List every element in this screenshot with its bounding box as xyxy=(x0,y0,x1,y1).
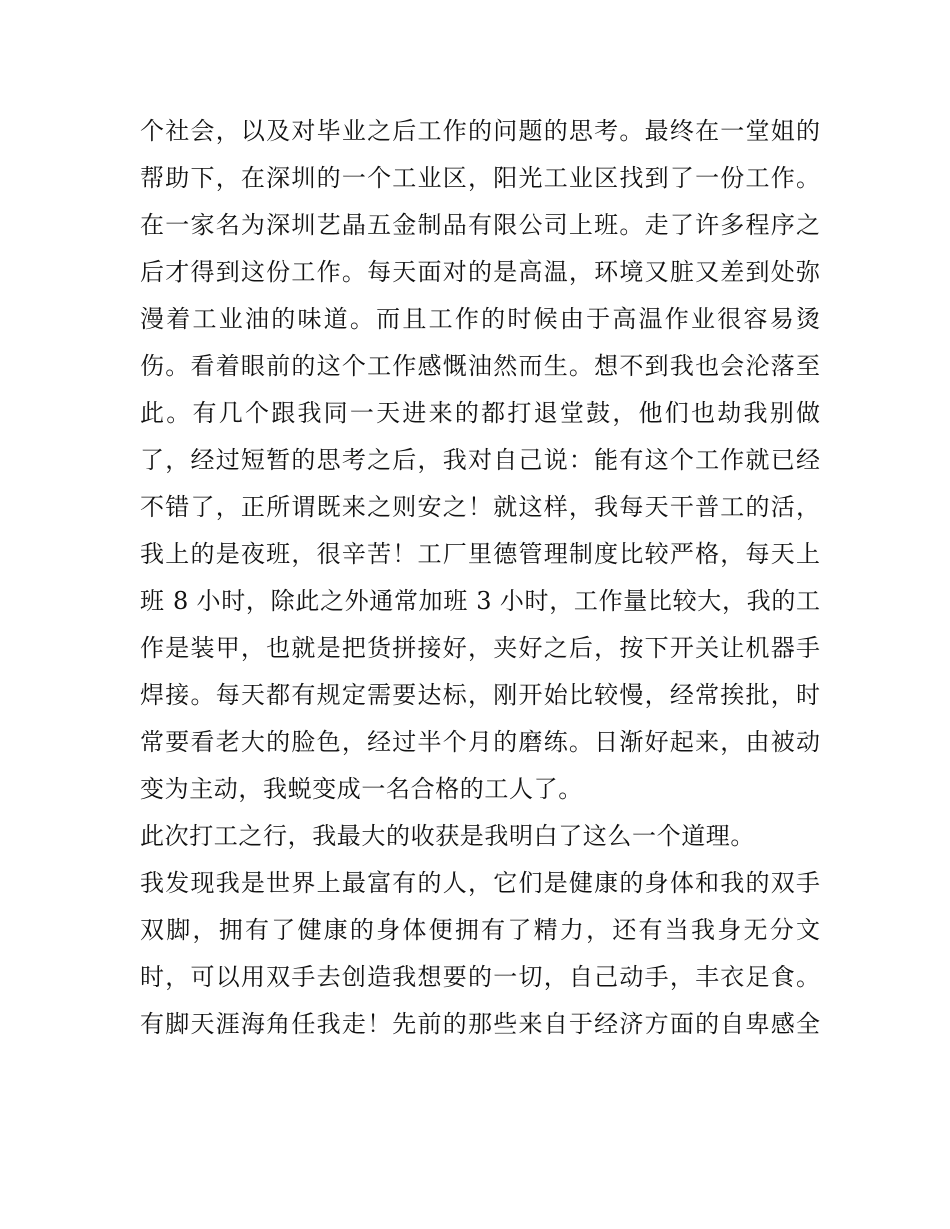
text-line: 我上的是夜班，很辛苦！工厂里德管理制度比较严格，每天上 xyxy=(140,540,820,568)
text-line: 不错了，正所谓既来之则安之！就这样，我每天干普工的活， xyxy=(140,493,820,521)
body-text xyxy=(140,108,820,1048)
text-line: 在一家名为深圳艺晶五金制品有限公司上班。走了许多程序之 xyxy=(140,211,820,239)
text-line: 时，可以用双手去创造我想要的一切，自己动手，丰衣足食。 xyxy=(140,963,820,991)
text-line: 焊接。每天都有规定需要达标，刚开始比较慢，经常挨批，时 xyxy=(140,681,820,709)
text-line: 作是装甲，也就是把货拼接好，夹好之后，按下开关让机器手 xyxy=(140,634,820,662)
text-line: 漫着工业油的味道。而且工作的时候由于高温作业很容易烫 xyxy=(140,305,820,333)
text-line: 了，经过短暂的思考之后，我对自己说：能有这个工作就已经 xyxy=(140,446,820,474)
text-line: 后才得到这份工作。每天面对的是高温，环境又脏又差到处弥 xyxy=(140,258,820,286)
text-line: 我发现我是世界上最富有的人，它们是健康的身体和我的双手 xyxy=(140,869,820,897)
text-line: 此次打工之行，我最大的收获是我明白了这么一个道理。 xyxy=(140,822,755,850)
text-line: 个社会，以及对毕业之后工作的问题的思考。最终在一堂姐的 xyxy=(140,117,820,145)
text-line: 常要看老大的脸色，经过半个月的磨练。日渐好起来，由被动 xyxy=(140,728,820,756)
text-line: 变为主动，我蜕变成一名合格的工人了。 xyxy=(140,775,583,803)
text-line: 班 8 小时，除此之外通常加班 3 小时，工作量比较大，我的工 xyxy=(140,587,820,615)
text-line: 伤。看着眼前的这个工作感慨油然而生。想不到我也会沦落至 xyxy=(140,352,820,380)
text-line: 有脚天涯海角任我走！先前的那些来自于经济方面的自卑感全 xyxy=(140,1010,820,1038)
text-line: 双脚，拥有了健康的身体便拥有了精力，还有当我身无分文 xyxy=(140,916,820,944)
text-line: 帮助下，在深圳的一个工业区，阳光工业区找到了一份工作。 xyxy=(140,164,820,192)
text-line: 此。有几个跟我同一天进来的都打退堂鼓，他们也劫我别做 xyxy=(140,399,820,427)
